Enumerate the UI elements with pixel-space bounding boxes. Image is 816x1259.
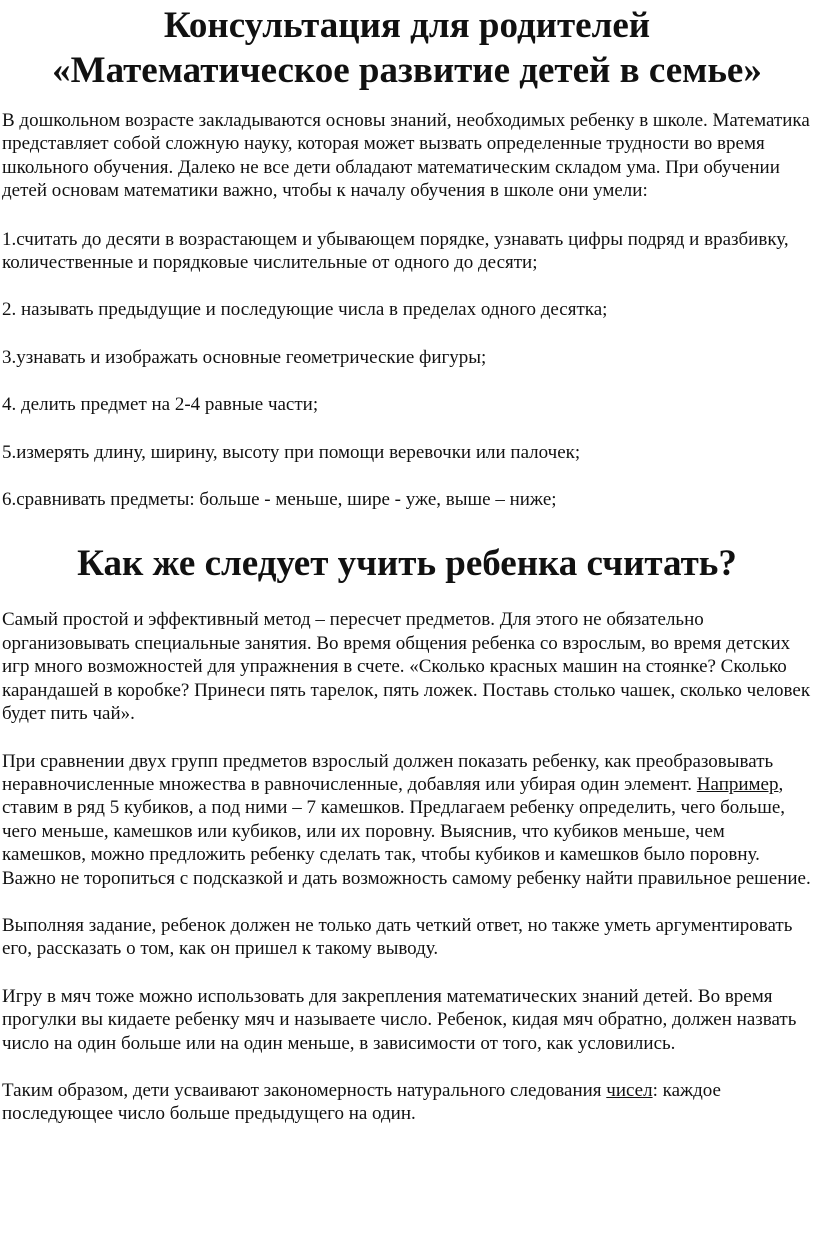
paragraph-text: , ставим в ряд 5 кубиков, а под ними – 7 камешков. Предлагаем ребенку определить, чего больше, чего меньше, камешков или кубиков, или их поровну. Выяснив, что кубиков меньше, чем камешков, можно предложить ребенку сделать так, чтобы кубиков и камешков было поровну. Важно не торопиться с подсказкой и дать возможность самому ребенку найти правильное решение.	[2, 773, 811, 889]
numbers-link[interactable]: чисел	[606, 1079, 653, 1101]
paragraph-text: : каждое последующее число больше предыдущего на один.	[2, 1079, 721, 1125]
paragraph-comparison	[2, 750, 812, 890]
section-heading: Как же следует учить ребенка считать?	[77, 543, 737, 585]
paragraph-argument: Выполняя задание, ребенок должен не только дать четкий ответ, но также уметь аргументировать его, рассказать о том, как он пришел к такому выводу.	[2, 914, 793, 960]
intro-paragraph: В дошкольном возрасте закладываются основы знаний, необходимых ребенку в школе. Математика представляет собой сложную науку, которая может вызвать определенные трудности во время школьного обучения. Далеко не все дети обладают математическим складом ума. При обучении детей основам математики важно, чтобы к началу обучения в школе они умели:	[2, 110, 810, 202]
title-block	[2, 0, 812, 93]
paragraph-conclusion	[2, 1079, 812, 1126]
paragraph-text: При сравнении двух групп предметов взрослый должен показать ребенку, как преобразовывать неравночисленные множества в равночисленные, добавляя или убирая один элемент.	[2, 750, 774, 795]
list-item: 6.сравнивать предметы: больше - меньше, шире - уже, выше – ниже;	[2, 489, 557, 511]
list-item: 5.измерять длину, ширину, высоту при помощи веревочки или палочек;	[2, 441, 581, 463]
list-item: 3.узнавать и изображать основные геометрические фигуры;	[2, 346, 487, 368]
paragraph-ball-game: Игру в мяч тоже можно использовать для закрепления математических знаний детей. Во время прогулки вы кидаете ребенку мяч и называете число. Ребенок, кидая мяч обратно, должен назвать число на один больше или на один меньше, в зависимости от того, как условились.	[2, 985, 797, 1054]
list-item: 4. делить предмет на 2-4 равные части;	[2, 394, 319, 416]
example-link[interactable]: Например	[696, 773, 779, 795]
skills-list	[2, 228, 812, 512]
section-body	[2, 608, 812, 1125]
list-item: 1.считать до десяти в возрастающем и убывающем порядке, узнавать цифры подряд и вразбивку, количественные и порядковые числительные от одного до десяти;	[2, 228, 789, 274]
paragraph-text: Таким образом, дети усваивают закономерность натурального следования	[2, 1079, 607, 1101]
page-title-line1: Консультация для родителей	[163, 5, 651, 46]
list-item: 2. называть предыдущие и последующие числа в пределах одного десятка;	[2, 299, 608, 321]
paragraph-counting-method: Самый простой и эффективный метод – пересчет предметов. Для этого не обязательно организовывать специальные занятия. Во время общения ребенка со взрослым, во время детских игр много возможностей для упражнения в счете. «Сколько красных машин на стоянке? Сколько карандашей в коробке? Принеси пять тарелок, пять ложек. Поставь столько чашек, сколько человек будет пить чай».	[2, 609, 811, 725]
page-title-line2: «Математическое развитие детей в семье»	[52, 50, 762, 91]
